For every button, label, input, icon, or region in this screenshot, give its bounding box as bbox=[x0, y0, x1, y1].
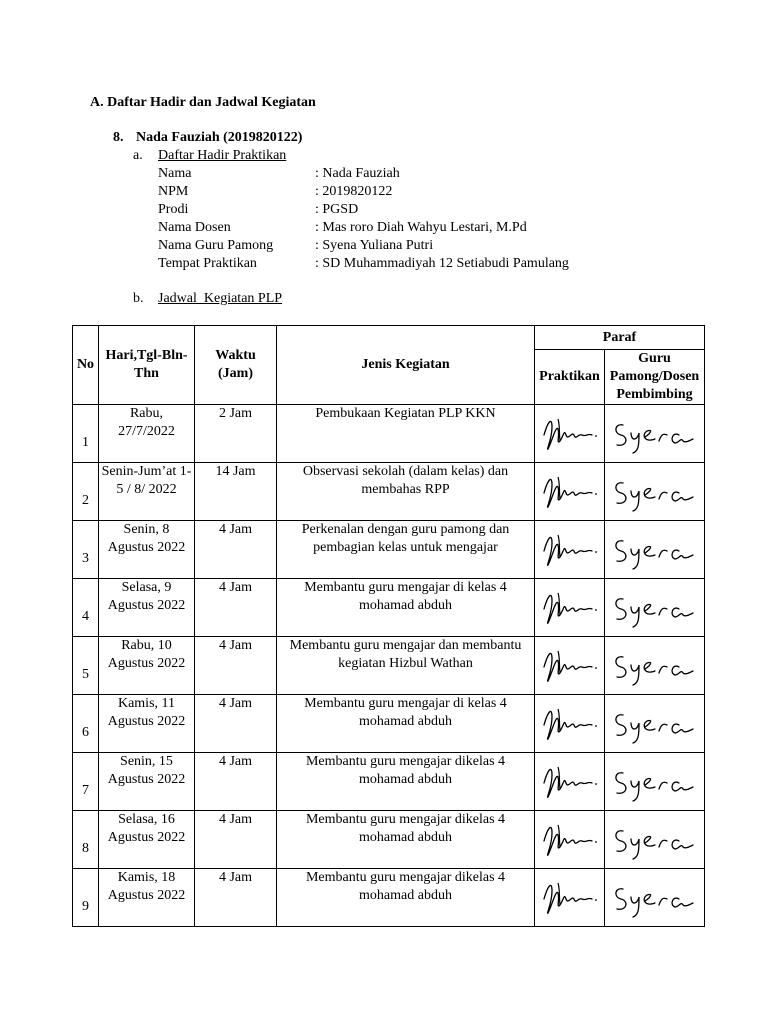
table-row bbox=[73, 521, 705, 579]
row-guru-paraf bbox=[605, 463, 705, 521]
row-praktikan-paraf bbox=[535, 521, 605, 579]
table-row bbox=[73, 869, 705, 927]
header-time: Waktu (Jam) bbox=[195, 326, 277, 405]
row-no: 2 bbox=[73, 463, 99, 521]
row-time: 4 Jam bbox=[195, 637, 277, 695]
guru-signature bbox=[609, 585, 701, 631]
row-date: Selasa, 16 Agustus 2022 bbox=[99, 811, 195, 869]
field-label: Prodi bbox=[158, 202, 189, 217]
field-value: : Mas roro Diah Wahyu Lestari, M.Pd bbox=[315, 220, 527, 235]
table-row bbox=[73, 811, 705, 869]
row-activity: Membantu guru mengajar dan membantu kegiatan Hizbul Wathan bbox=[277, 637, 535, 695]
praktikan-signature bbox=[538, 759, 602, 805]
row-no: 8 bbox=[73, 811, 99, 869]
row-praktikan-paraf bbox=[535, 405, 605, 463]
table-row bbox=[73, 463, 705, 521]
field-value: : SD Muhammadiyah 12 Setiabudi Pamulang bbox=[315, 256, 569, 271]
row-praktikan-paraf bbox=[535, 579, 605, 637]
row-time: 4 Jam bbox=[195, 811, 277, 869]
field-value: : Syena Yuliana Putri bbox=[315, 238, 434, 253]
row-time: 4 Jam bbox=[195, 869, 277, 927]
row-guru-paraf bbox=[605, 637, 705, 695]
subsection-a-title: Daftar Hadir Praktikan bbox=[158, 148, 287, 163]
table-row bbox=[73, 405, 705, 463]
section-heading: A. Daftar Hadir dan Jadwal Kegiatan bbox=[90, 95, 316, 110]
row-guru-paraf bbox=[605, 753, 705, 811]
row-no: 4 bbox=[73, 579, 99, 637]
header-activity: Jenis Kegiatan bbox=[277, 326, 535, 405]
row-date: Senin, 15 Agustus 2022 bbox=[99, 753, 195, 811]
subsection-b-title: Jadwal Kegiatan PLP bbox=[158, 291, 283, 306]
row-guru-paraf bbox=[605, 695, 705, 753]
praktikan-signature bbox=[538, 817, 602, 863]
praktikan-signature bbox=[538, 585, 602, 631]
header-no: No bbox=[73, 326, 99, 405]
row-activity: Perkenalan dengan guru pamong dan pembagian kelas untuk mengajar bbox=[277, 521, 535, 579]
field-label: Nama bbox=[158, 166, 192, 181]
guru-signature bbox=[609, 469, 701, 515]
row-praktikan-paraf bbox=[535, 637, 605, 695]
guru-signature bbox=[609, 411, 701, 457]
header-guru: Guru Pamong/Dosen Pembimbing bbox=[605, 350, 705, 405]
guru-signature bbox=[609, 759, 701, 805]
header-date: Hari,Tgl-Bln-Thn bbox=[99, 326, 195, 405]
guru-signature bbox=[609, 875, 701, 921]
field-value: : Nada Fauziah bbox=[315, 166, 400, 181]
field-value: : 2019820122 bbox=[315, 184, 393, 199]
guru-signature bbox=[609, 643, 701, 689]
table-row bbox=[73, 637, 705, 695]
row-time: 4 Jam bbox=[195, 695, 277, 753]
subsection-a-marker: a. bbox=[133, 148, 143, 163]
field-value: : PGSD bbox=[315, 202, 359, 217]
praktikan-signature bbox=[538, 469, 602, 515]
student-title: Nada Fauziah (2019820122) bbox=[136, 130, 303, 145]
field-label: Tempat Praktikan bbox=[158, 256, 257, 271]
guru-signature bbox=[609, 527, 701, 573]
row-activity: Membantu guru mengajar di kelas 4 mohamad abduh bbox=[277, 579, 535, 637]
row-date: Selasa, 9 Agustus 2022 bbox=[99, 579, 195, 637]
row-time: 14 Jam bbox=[195, 463, 277, 521]
row-activity: Membantu guru mengajar dikelas 4 mohamad abduh bbox=[277, 869, 535, 927]
row-date: Rabu, 27/7/2022 bbox=[99, 405, 195, 463]
row-no: 1 bbox=[73, 405, 99, 463]
row-guru-paraf bbox=[605, 579, 705, 637]
row-guru-paraf bbox=[605, 811, 705, 869]
row-guru-paraf bbox=[605, 405, 705, 463]
row-praktikan-paraf bbox=[535, 695, 605, 753]
praktikan-signature bbox=[538, 411, 602, 457]
row-time: 2 Jam bbox=[195, 405, 277, 463]
row-no: 9 bbox=[73, 869, 99, 927]
row-time: 4 Jam bbox=[195, 521, 277, 579]
row-praktikan-paraf bbox=[535, 463, 605, 521]
guru-signature bbox=[609, 701, 701, 747]
field-label: Nama Guru Pamong bbox=[158, 238, 274, 253]
row-activity: Membantu guru mengajar dikelas 4 mohamad abduh bbox=[277, 753, 535, 811]
header-praktikan: Praktikan bbox=[535, 350, 605, 405]
row-date: Kamis, 18 Agustus 2022 bbox=[99, 869, 195, 927]
row-guru-paraf bbox=[605, 521, 705, 579]
row-praktikan-paraf bbox=[535, 869, 605, 927]
row-time: 4 Jam bbox=[195, 753, 277, 811]
praktikan-signature bbox=[538, 527, 602, 573]
field-label: NPM bbox=[158, 184, 189, 199]
header-paraf: Paraf bbox=[535, 326, 705, 350]
table-row bbox=[73, 579, 705, 637]
row-date: Senin-Jum’at 1-5 / 8/ 2022 bbox=[99, 463, 195, 521]
praktikan-signature bbox=[538, 875, 602, 921]
schedule-table bbox=[72, 325, 705, 927]
row-time: 4 Jam bbox=[195, 579, 277, 637]
row-date: Rabu, 10 Agustus 2022 bbox=[99, 637, 195, 695]
row-activity: Membantu guru mengajar di kelas 4 mohamad abduh bbox=[277, 695, 535, 753]
row-activity: Membantu guru mengajar dikelas 4 mohamad abduh bbox=[277, 811, 535, 869]
row-guru-paraf bbox=[605, 869, 705, 927]
row-date: Kamis, 11 Agustus 2022 bbox=[99, 695, 195, 753]
guru-signature bbox=[609, 817, 701, 863]
row-no: 7 bbox=[73, 753, 99, 811]
row-date: Senin, 8 Agustus 2022 bbox=[99, 521, 195, 579]
row-praktikan-paraf bbox=[535, 753, 605, 811]
row-praktikan-paraf bbox=[535, 811, 605, 869]
table-row bbox=[73, 695, 705, 753]
table-row bbox=[73, 753, 705, 811]
praktikan-signature bbox=[538, 643, 602, 689]
row-activity: Observasi sekolah (dalam kelas) dan membahas RPP bbox=[277, 463, 535, 521]
subsection-b-marker: b. bbox=[133, 291, 144, 306]
row-no: 6 bbox=[73, 695, 99, 753]
student-number: 8. bbox=[113, 130, 124, 145]
row-no: 5 bbox=[73, 637, 99, 695]
praktikan-signature bbox=[538, 701, 602, 747]
row-activity: Pembukaan Kegiatan PLP KKN bbox=[277, 405, 535, 463]
field-label: Nama Dosen bbox=[158, 220, 231, 235]
row-no: 3 bbox=[73, 521, 99, 579]
